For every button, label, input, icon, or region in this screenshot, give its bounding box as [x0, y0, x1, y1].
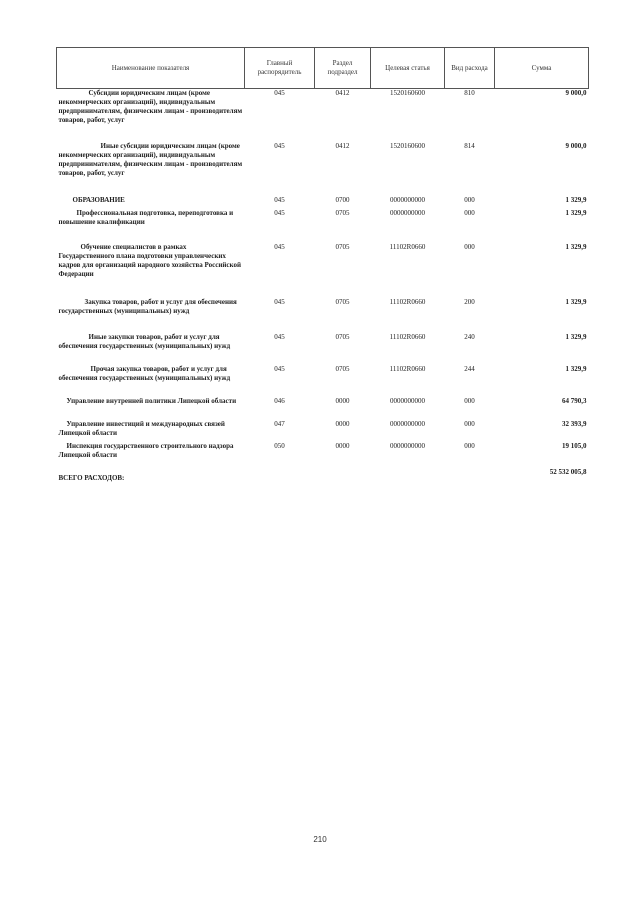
row-sum: 1 329,9 [565, 297, 587, 306]
header-name: Наименование показателя [57, 48, 245, 89]
row-name: Субсидии юридическим лицам (кроме некоммерческих организаций), индивидуальным предпринимателям, физическим лицам - производителям товаров, работ, услуг [58, 89, 243, 124]
row-vr: 000 [464, 208, 475, 217]
row-vr: 000 [464, 396, 475, 405]
row-csr: 0000000000 [390, 195, 425, 204]
row-vr: 814 [464, 141, 475, 150]
row-csr: 0000000000 [390, 419, 425, 428]
row-vr: 000 [464, 419, 475, 428]
row-sum: 1 329,9 [565, 332, 587, 341]
header-target: Целевая статья [371, 48, 445, 89]
total-sum: 52 532 005,8 [549, 467, 587, 476]
row-csr: 0000000000 [390, 396, 425, 405]
row-grbs: 046 [274, 396, 285, 405]
row-vr: 244 [464, 364, 475, 373]
table-header-row [57, 48, 589, 89]
row-sum: 1 329,9 [565, 208, 587, 217]
row-name: Иные субсидии юридическим лицам (кроме некоммерческих организаций), индивидуальным предпринимателям, физическим лицам - производителям товаров, работ, услуг [58, 141, 243, 177]
row-name: Управление внутренней политики Липецкой области [66, 396, 237, 405]
row-name: Обучение специалистов в рамках Государственного плана подготовки управленческих кадров для организаций народного хозяйства Российской Федерации [58, 242, 241, 278]
row-rzpr: 0705 [335, 208, 350, 217]
table-row [57, 420, 589, 442]
header-sum: Сумма [495, 48, 589, 89]
row-sum: 1 329,9 [565, 195, 587, 204]
row-vr: 000 [464, 242, 475, 251]
empty-cell [445, 462, 495, 483]
row-name: Управление инвестиций и международных связей Липецкой области [58, 419, 225, 437]
row-grbs: 045 [274, 297, 285, 306]
row-vr: 000 [464, 441, 475, 450]
row-vr: 810 [464, 89, 475, 97]
row-sum: 32 393,9 [562, 419, 587, 428]
empty-cell [315, 462, 371, 483]
row-rzpr: 0705 [335, 332, 350, 341]
row-csr: 11102R0660 [389, 332, 426, 341]
row-csr: 11102R0660 [389, 242, 426, 251]
row-sum: 64 790,3 [562, 396, 587, 405]
row-grbs: 047 [274, 419, 285, 428]
table-row [57, 196, 589, 209]
row-grbs: 045 [274, 332, 285, 341]
table-row [57, 397, 589, 420]
row-rzpr: 0000 [335, 419, 350, 428]
row-grbs: 045 [274, 89, 285, 97]
total-label: ВСЕГО РАСХОДОВ: [58, 473, 125, 482]
row-name: Прочая закупка товаров, работ и услуг для обеспечения государственных (муниципальных) нужд [58, 364, 231, 382]
row-name: Профессиональная подготовка, переподготовка и повышение квалификации [58, 208, 234, 226]
table-row [57, 243, 589, 298]
row-sum: 9 000,0 [565, 89, 587, 97]
row-vr: 240 [464, 332, 475, 341]
row-grbs: 045 [274, 208, 285, 217]
header-section: Раздел подраздел [315, 48, 371, 89]
table-row [57, 365, 589, 397]
empty-cell [371, 462, 445, 483]
row-sum: 1 329,9 [565, 242, 587, 251]
table-row [57, 209, 589, 243]
row-rzpr: 0705 [335, 242, 350, 251]
row-name: Инспекция государственного строительного надзора Липецкой области [58, 441, 234, 459]
row-name: Иные закупки товаров, работ и услуг для обеспечения государственных (муниципальных) нужд [58, 332, 231, 350]
row-rzpr: 0412 [335, 89, 350, 97]
row-csr: 0000000000 [390, 441, 425, 450]
row-name: Закупка товаров, работ и услуг для обеспечения государственных (муниципальных) нужд [58, 297, 237, 315]
row-sum: 1 329,9 [565, 364, 587, 373]
page-number: 210 [313, 835, 327, 844]
row-grbs: 045 [274, 141, 285, 150]
row-rzpr: 0000 [335, 441, 350, 450]
row-rzpr: 0705 [335, 364, 350, 373]
row-rzpr: 0700 [335, 195, 350, 204]
row-csr: 11102R0660 [389, 297, 426, 306]
table-row [57, 333, 589, 365]
row-csr: 1520160600 [390, 89, 425, 97]
row-csr: 1520160600 [390, 141, 425, 150]
row-grbs: 045 [274, 364, 285, 373]
table-row [57, 298, 589, 333]
header-type: Вид расхода [445, 48, 495, 89]
header-main-manager: Главный распорядитель [245, 48, 315, 89]
total-row [57, 462, 589, 483]
row-csr: 0000000000 [390, 208, 425, 217]
row-name: ОБРАЗОВАНИЕ [72, 195, 125, 204]
table-row [57, 142, 589, 196]
row-vr: 200 [464, 297, 475, 306]
row-grbs: 045 [274, 242, 285, 251]
budget-table [56, 47, 589, 483]
row-rzpr: 0412 [335, 141, 350, 150]
table-row [57, 89, 589, 142]
row-grbs: 050 [274, 441, 285, 450]
row-sum: 9 000,0 [565, 141, 587, 150]
table-row [57, 442, 589, 462]
row-grbs: 045 [274, 195, 285, 204]
row-sum: 19 105,0 [562, 441, 587, 450]
row-vr: 000 [464, 195, 475, 204]
empty-cell [245, 462, 315, 483]
row-rzpr: 0705 [335, 297, 350, 306]
row-csr: 11102R0660 [389, 364, 426, 373]
row-rzpr: 0000 [335, 396, 350, 405]
